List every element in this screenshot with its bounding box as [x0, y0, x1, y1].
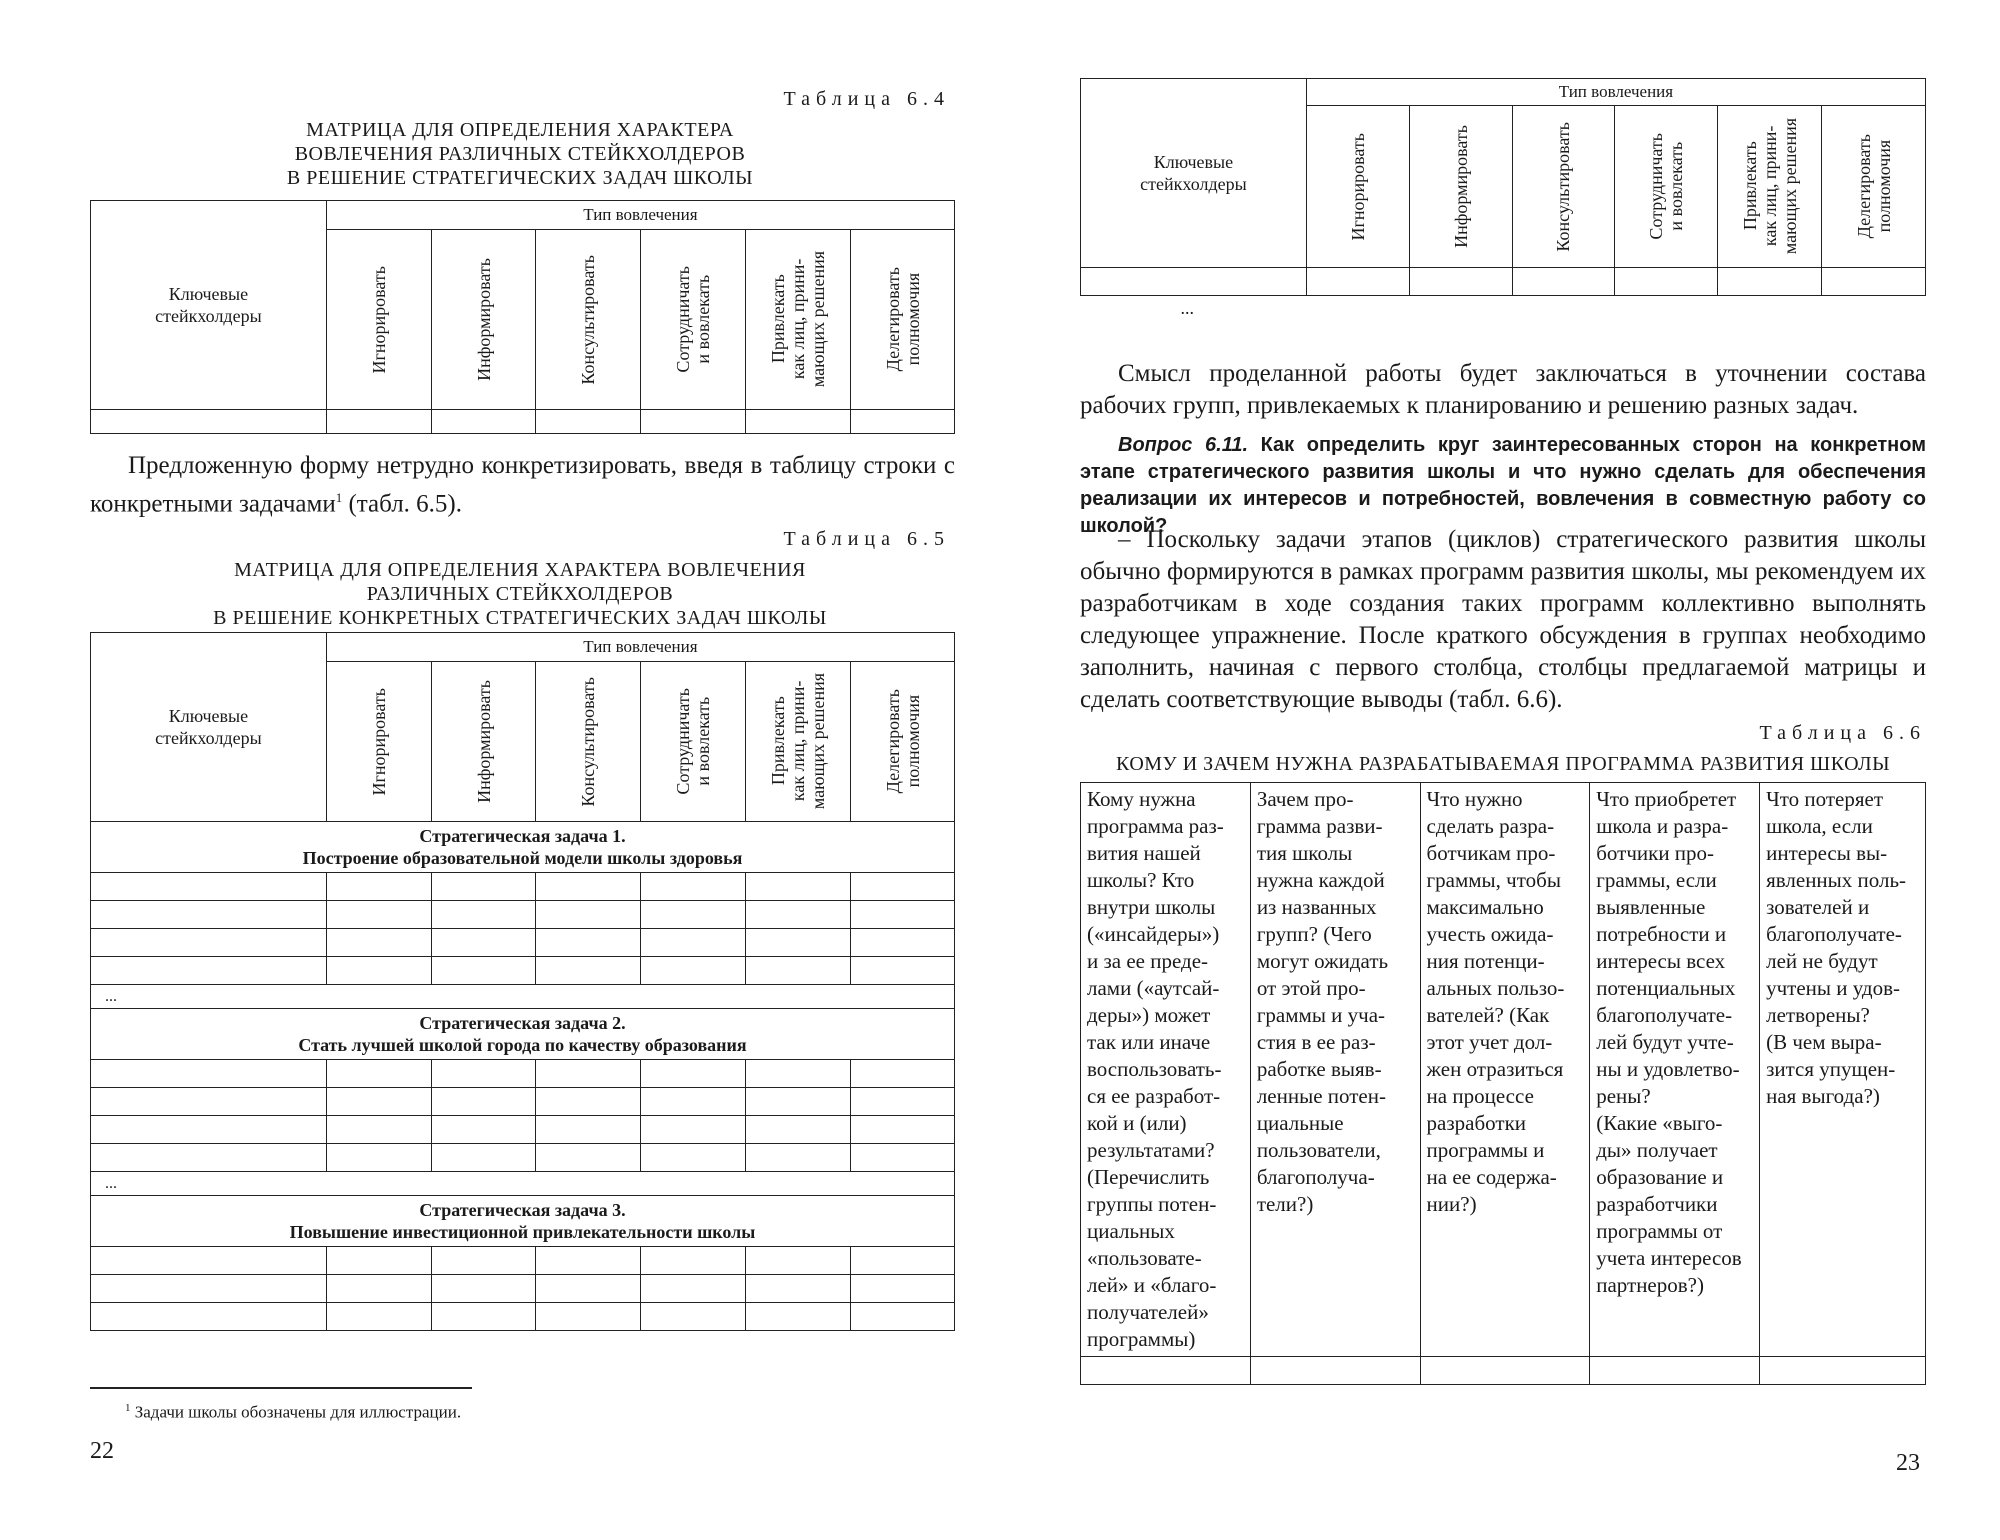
- col-header: Консультировать: [536, 662, 641, 822]
- table-cell: Что потеряет школа, если интересы вы- явленных поль- зователей и благополучате- лей не будут учтены и удов- летворены? (В чем выра- зится упущен- ная выгода?): [1760, 783, 1926, 1357]
- ellipsis-row: ...: [1180, 298, 1194, 319]
- ellipsis-row: ...: [91, 1172, 955, 1196]
- table-row: [91, 1275, 955, 1303]
- table-6-4: [90, 200, 955, 434]
- title-line: В РЕШЕНИЕ КОНКРЕТНЫХ СТРАТЕГИЧЕСКИХ ЗАДАЧ ШКОЛЫ: [213, 607, 827, 629]
- paragraph: Предложенную форму нетрудно конкретизировать, введя в таблицу строки с конкретными задачами$^1$ (табл. 6.5).: [90, 452, 955, 518]
- involvement-type-header: Тип вовлечения: [326, 633, 954, 662]
- table-6-5: [90, 632, 955, 1331]
- table-cell: Что приобретет школа и разра- ботчики про- граммы, если выявленные потребности и интересы всех потенциальных благополучате- лей будут учте- ны и удовлетво- рены? (Какие «выго- ды» получает образование и разработчики программы от учета интересов партнеров?): [1590, 783, 1760, 1357]
- col-header: Консультировать: [536, 230, 641, 410]
- question: Вопрос 6.11. Как определить круг заинтересованных сторон на конкретном этапе стратегического развития школы и что нужно сделать для обеспечения реализации их интересов и потребностей, вовлечения в совместную работу со школой?: [1080, 434, 1926, 537]
- table-row: [91, 1088, 955, 1116]
- col-header: Делегировать полномочия: [1822, 106, 1926, 268]
- col-header: Игнорировать: [326, 230, 431, 410]
- footnote: $^1$ Задачи школы обозначены для иллюстрации.: [125, 1402, 462, 1422]
- title-line: РАЗЛИЧНЫХ СТЕЙКХОЛДЕРОВ: [366, 583, 674, 605]
- title-line: МАТРИЦА ДЛЯ ОПРЕДЕЛЕНИЯ ХАРАКТЕРА ВОВЛЕЧЕНИЯ: [234, 559, 806, 581]
- col-header: Привлекать как лиц, прини- мающих решения: [746, 230, 851, 410]
- col-header: Информировать: [431, 230, 536, 410]
- table-6-6: [1080, 782, 1926, 1385]
- table-row: [91, 929, 955, 957]
- table-row: [91, 1060, 955, 1088]
- table-6-5-label: Таблица 6.5: [783, 528, 950, 550]
- table-row: [91, 901, 955, 929]
- task-row: Стратегическая задача 2. Стать лучшей школой города по качеству образования: [91, 1009, 955, 1060]
- table-6-4-label: Таблица 6.4: [783, 88, 950, 110]
- table-cell: Зачем про- грамма разви- тия школы нужна каждой из названных групп? (Чего могут ожидать от этой про- граммы и уча- стия в ее раз- работке выяв- ленные потен- циальные пользователи, благополуча- тели?): [1250, 783, 1420, 1357]
- table-6-6-title: КОМУ И ЗАЧЕМ НУЖНА РАЗРАБАТЫВАЕМАЯ ПРОГРАММА РАЗВИТИЯ ШКОЛЫ: [1115, 753, 1891, 775]
- col-header: Консультировать: [1512, 106, 1615, 268]
- footnote-ref: 1: [335, 490, 343, 505]
- col-header: Привлекать как лиц, прини- мающих решения: [1718, 106, 1822, 268]
- page-number: 23: [1896, 1450, 1920, 1476]
- table-row: [91, 1303, 955, 1331]
- col-header: Игнорировать: [326, 662, 431, 822]
- footnote-divider: [90, 1387, 472, 1389]
- title-line: МАТРИЦА ДЛЯ ОПРЕДЕЛЕНИЯ ХАРАКТЕРА: [306, 119, 734, 141]
- title-line: ВОВЛЕЧЕНИЯ РАЗЛИЧНЫХ СТЕЙКХОЛДЕРОВ: [294, 143, 746, 165]
- table-row: [91, 1247, 955, 1275]
- table-row: [91, 873, 955, 901]
- table-continued: [1080, 78, 1926, 322]
- col-header: Делегировать полномочия: [851, 662, 955, 822]
- table-row: [91, 957, 955, 985]
- col-header: Делегировать полномочия: [851, 230, 955, 410]
- stakeholders-header: Ключевые стейкхолдеры: [91, 633, 327, 822]
- task-row: Стратегическая задача 1. Построение образовательной модели школы здоровья: [91, 822, 955, 873]
- col-header: Игнорировать: [1306, 106, 1409, 268]
- col-header: Информировать: [1409, 106, 1512, 268]
- table-row: [91, 410, 955, 434]
- table-6-4-title: [90, 118, 950, 190]
- col-header: Привлекать как лиц, прини- мающих решения: [746, 662, 851, 822]
- table-6-5-title: [90, 558, 950, 630]
- right-page: [1000, 0, 2000, 1540]
- title-line: В РЕШЕНИЕ СТРАТЕГИЧЕСКИХ ЗАДАЧ ШКОЛЫ: [286, 167, 754, 189]
- paragraph: Смысл проделанной работы будет заключаться в уточнении состава рабочих групп, привлекаемых к планированию и решению разных задач.: [1080, 360, 1926, 419]
- table-cell: Кому нужна программа раз- вития нашей школы? Кто внутри школы («инсайдеры») и за ее преде- лами («аутсай- деры») может так или иначе воспользовать- ся ее разработ- кой и (или) результатами? (Перечислить группы потен- циальных «пользовате- лей» и «благо- получателей» программы): [1081, 783, 1251, 1357]
- stakeholders-header: Ключевые стейкхолдеры: [1081, 79, 1307, 268]
- col-header: Сотрудничать и вовлекать: [641, 662, 746, 822]
- involvement-type-header: Тип вовлечения: [326, 201, 954, 230]
- table-row: [91, 1116, 955, 1144]
- col-header: Сотрудничать и вовлекать: [1615, 106, 1718, 268]
- ellipsis-row: ...: [91, 985, 955, 1009]
- table-row: [91, 1144, 955, 1172]
- stakeholders-header: Ключевые стейкхолдеры: [91, 201, 327, 410]
- page-number: 22: [90, 1438, 114, 1464]
- col-header: Информировать: [431, 662, 536, 822]
- table-row: [1081, 268, 1926, 296]
- involvement-type-header: Тип вовлечения: [1306, 79, 1925, 106]
- table-6-6-label: Таблица 6.6: [1759, 722, 1926, 744]
- table-row: [1081, 1357, 1926, 1385]
- col-header: Сотрудничать и вовлекать: [641, 230, 746, 410]
- task-row: Стратегическая задача 3. Повышение инвестиционной привлекательности школы: [91, 1196, 955, 1247]
- answer-paragraph: – Поскольку задачи этапов (циклов) стратегического развития школы обычно формируются в рамках программ развития школы, мы рекомендуем их разработчикам в ходе создания таких программ коллективно выполнять следующее упражнение. После краткого обсуждения в группах необходимо заполнить, начиная с первого столбца, столбцы предлагаемой матрицы и сделать соответствующие выводы (табл. 6.6).: [1080, 526, 1926, 713]
- table-cell: Что нужно сделать разра- ботчикам про- граммы, чтобы максимально учесть ожида- ния потенци- альных пользо- вателей? (Как этот учет дол- жен отразиться на процессе разработки программы и на ее содержа- нии?): [1420, 783, 1590, 1357]
